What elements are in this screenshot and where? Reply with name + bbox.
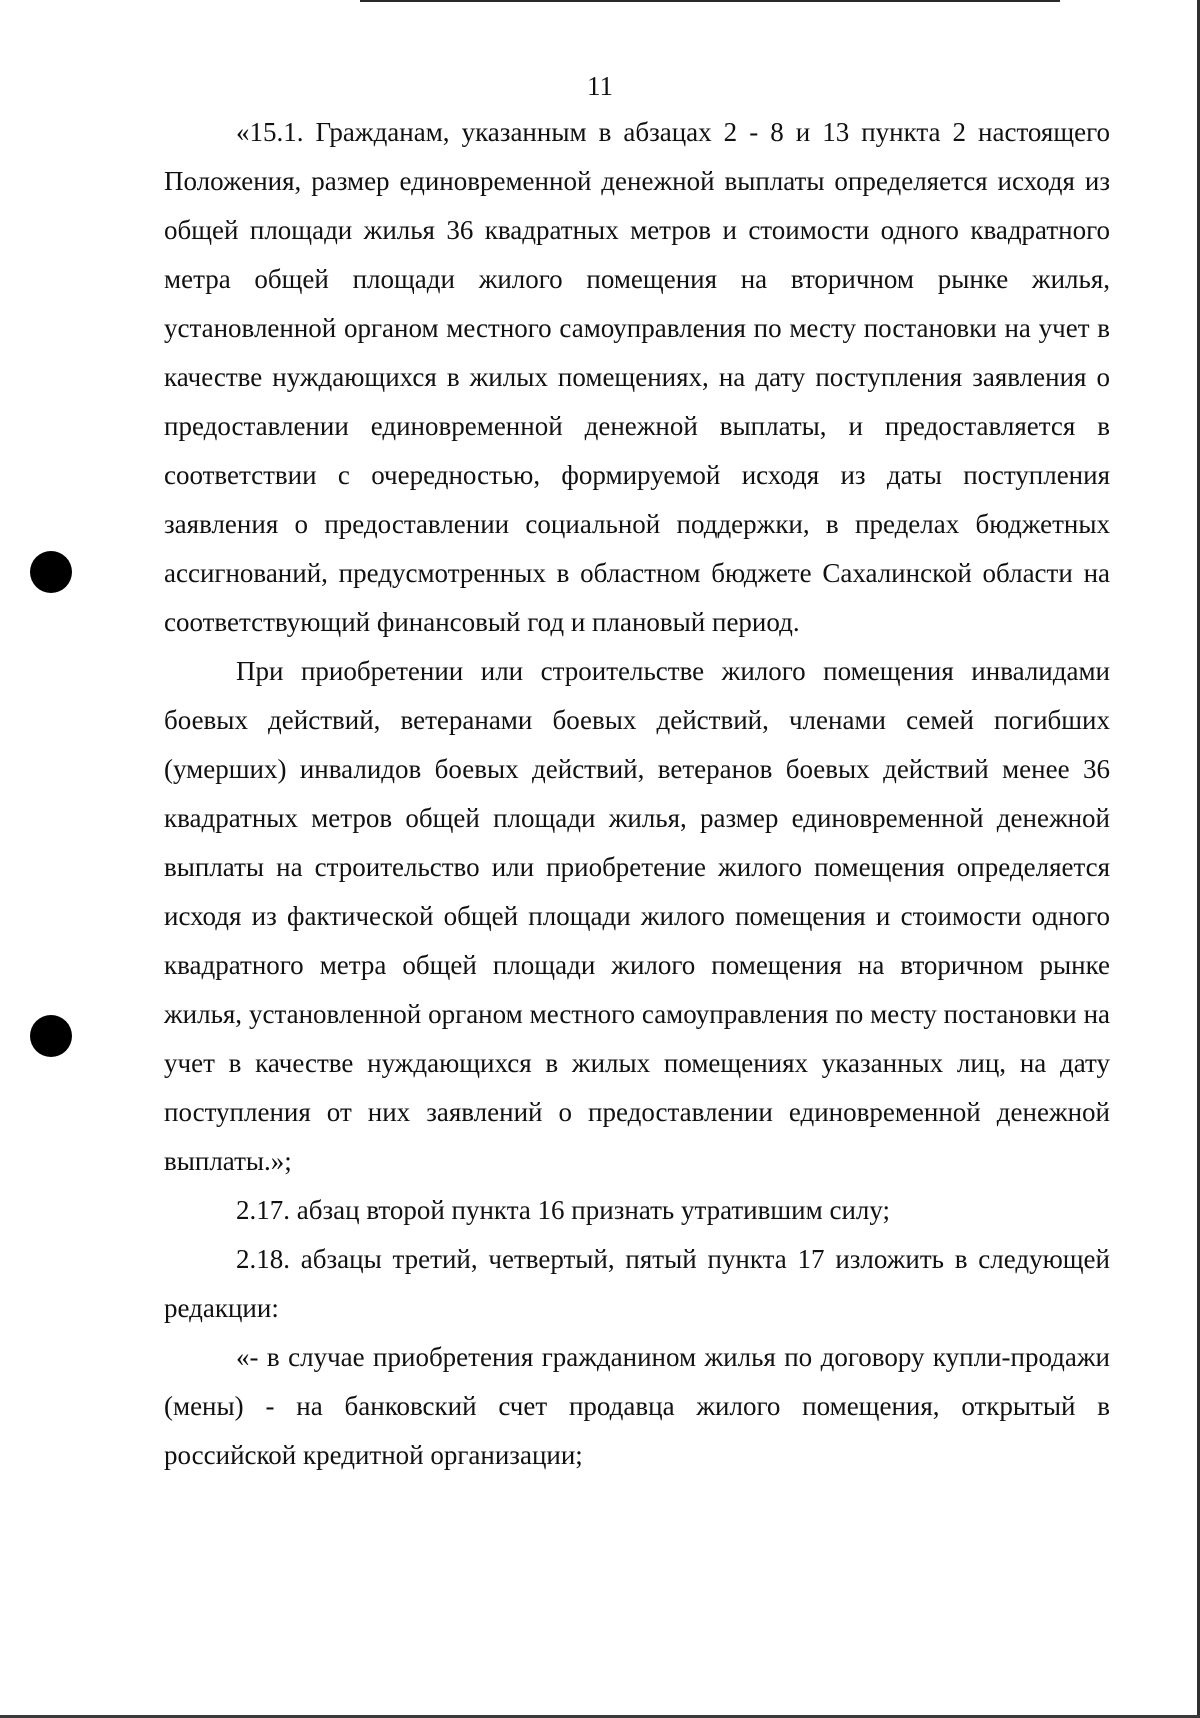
punch-hole	[30, 1015, 72, 1057]
paragraph-2-18: 2.18. абзацы третий, четвертый, пятый пункта 17 изложить в следующей редакции:	[164, 1244, 1110, 1323]
paragraph-disabled-veterans: При приобретении или строительстве жилого помещения инвалидами боевых действий, ветеранами боевых действий, членами семей погибших (умерших) инвалидов боевых действий, ветеранов боевых действий менее 36 квадратных метров общей площади жилья, размер единовременной денежной выплаты на строительство или приобретение жилого помещения определяется исходя из фактической общей площади жилого помещения и стоимости одного квадратного метра общей площади жилого помещения на вторичном рынке жилья, установленной органом местного самоуправления по месту постановки на учет в качестве нуждающихся в жилых помещениях указанных лиц, на дату поступления от них заявлений о предоставлении единовременной денежной выплаты.»;	[164, 656, 1110, 1176]
paragraph-purchase-contract: «- в случае приобретения гражданином жилья по договору купли-продажи (мены) - на банковский счет продавца жилого помещения, открытый в российской кредитной организации;	[164, 1342, 1110, 1470]
document-body	[164, 108, 1110, 1480]
punch-hole	[30, 551, 72, 593]
scan-edge-top	[360, 0, 1060, 2]
paragraph-15-1: «15.1. Гражданам, указанным в абзацах 2 - 8 и 13 пункта 2 настоящего Положения, размер единовременной денежной выплаты определяется исходя из общей площади жилья 36 квадратных метров и стоимости одного квадратного метра общей площади жилого помещения на вторичном рынке жилья, установленной органом местного самоуправления по месту постановки на учет в качестве нуждающихся в жилых помещениях, на дату поступления заявления о предоставлении единовременной денежной выплаты, и предоставляется в соответствии с очередностью, формируемой исходя из даты поступления заявления о предоставлении социальной поддержки, в пределах бюджетных ассигнований, предусмотренных в областном бюджете Сахалинской области на соответствующий финансовый год и плановый период.	[164, 117, 1110, 637]
paragraph-2-17: 2.17. абзац второй пункта 16 признать утратившим силу;	[236, 1195, 891, 1225]
page-number: 11	[587, 71, 613, 101]
